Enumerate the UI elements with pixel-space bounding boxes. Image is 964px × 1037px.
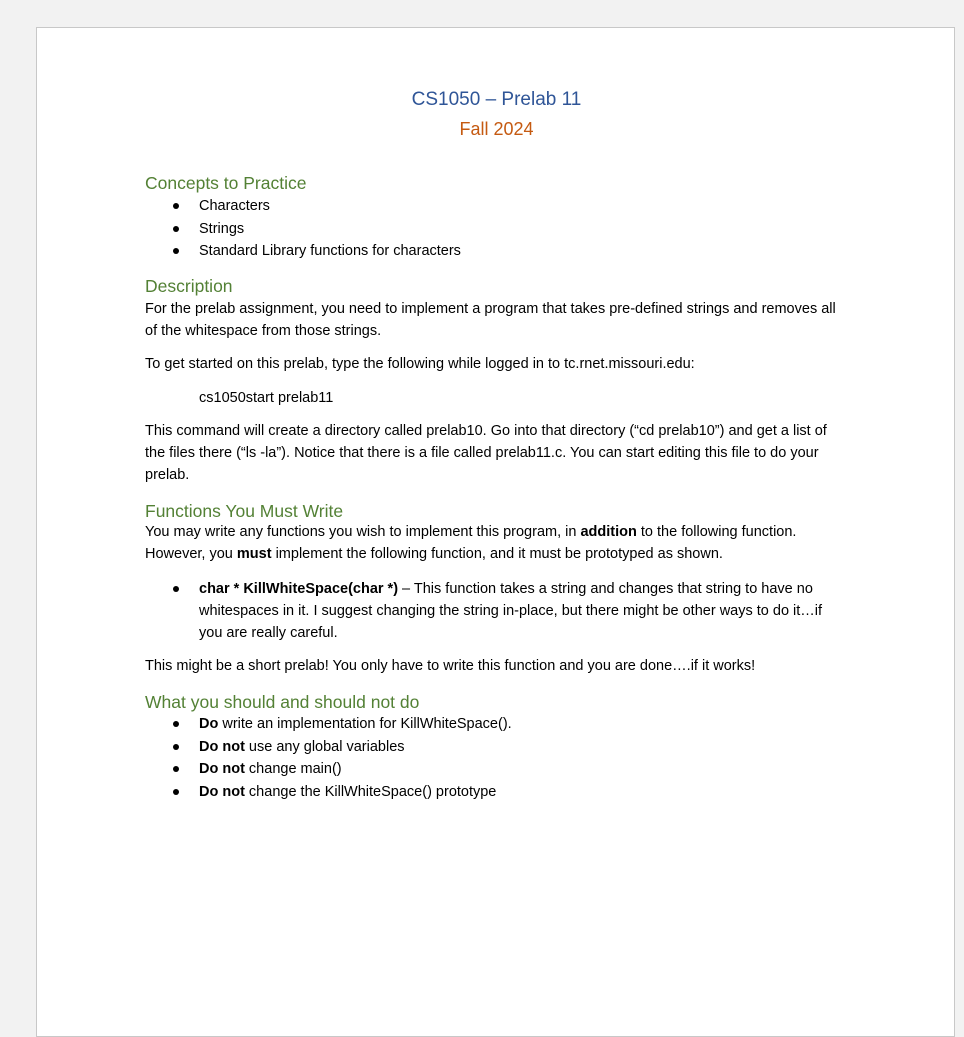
- concepts-list: [145, 195, 461, 263]
- start-command: cs1050start prelab11: [199, 390, 334, 406]
- list-item: Strings: [145, 218, 461, 241]
- function-signature: char * KillWhiteSpace(char *): [199, 581, 399, 597]
- list-item: Characters: [145, 195, 461, 218]
- function-description: – This function takes a string and changes that string to have no whitespaces in it. I suggest changing the string in-place, but there might be other ways to do it…if you are really careful.: [199, 581, 823, 641]
- dos-heading: What you should and should not do: [145, 692, 420, 712]
- doc-term: Fall 2024: [459, 119, 534, 139]
- functions-heading: Functions You Must Write: [145, 501, 344, 521]
- closing-para: This might be a short prelab! You only have to write this function and you are done….if it works!: [145, 658, 756, 674]
- description-para-3: This command will create a directory called prelab10. Go into that directory (“cd prelab10”) and get a list of the files there (“ls -la”). Notice that there is a file called prelab11.c. You can start editing this file to do your prelab.: [145, 423, 827, 483]
- list-item: Do not change the KillWhiteSpace() prototype: [145, 781, 512, 804]
- list-item: Standard Library functions for characters: [145, 240, 461, 263]
- document-page: [36, 27, 955, 1037]
- description-heading: Description: [145, 276, 233, 296]
- functions-para: You may write any functions you wish to implement this program, in addition to the following function. However, you must implement the following function, and it must be prototyped as shown.: [145, 524, 797, 562]
- list-item: Do not change main(): [145, 758, 512, 781]
- doc-title: CS1050 – Prelab 11: [411, 89, 582, 110]
- list-item: Do write an implementation for KillWhiteSpace().: [145, 713, 512, 736]
- concepts-heading: Concepts to Practice: [145, 173, 307, 193]
- dos-list: [145, 713, 512, 804]
- bullet-icon: [173, 586, 179, 592]
- list-item: Do not use any global variables: [145, 736, 512, 759]
- description-para-2: To get started on this prelab, type the following while logged in to tc.rnet.missouri.edu:: [145, 356, 695, 372]
- description-para-1: For the prelab assignment, you need to implement a program that takes pre-defined strings and removes all of the whitespace from those strings.: [145, 301, 836, 339]
